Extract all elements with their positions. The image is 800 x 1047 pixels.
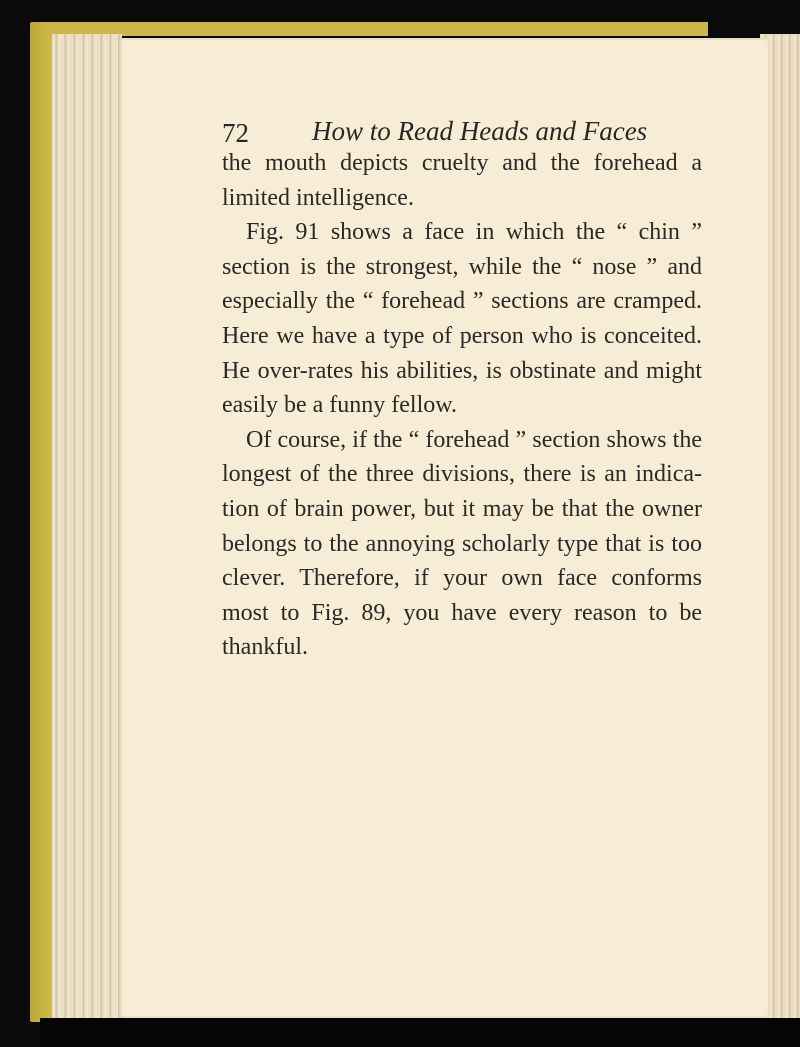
paragraph-line: longest of the three divisions, there is an indica-	[222, 461, 702, 488]
paragraph-line: easily be a funny fellow.	[222, 392, 458, 419]
paragraph-line-text: Of course, if the “ forehead ” section shows the	[246, 426, 702, 453]
paragraph-line: limited intelligence.	[222, 184, 414, 211]
bottom-shadow	[40, 1018, 800, 1047]
running-title: How to Read Heads and Faces	[312, 116, 648, 146]
paragraph-line: He over-rates his abilities, is obstinate and might	[222, 357, 702, 384]
paragraph-line-text: Fig. 91 shows a face in which the “ chin ”	[246, 219, 702, 246]
paragraph-line: clever. Therefore, if your own face conforms	[222, 565, 702, 592]
paragraph-line: especially the “ forehead ” sections are cramped.	[222, 288, 702, 315]
paragraph-line: the mouth depicts cruelty and the forehead a	[222, 150, 702, 176]
paragraph-line	[222, 423, 702, 458]
page-stack-left	[52, 34, 122, 1019]
paragraph-line: thankful.	[222, 634, 308, 661]
page-number: 72	[222, 118, 249, 148]
book-cover-top-edge	[48, 22, 708, 36]
paragraph-line: section is the strongest, while the “ nose ” and	[222, 253, 702, 280]
paragraph-line: belongs to the annoying scholarly type that is too	[222, 530, 702, 557]
paragraph-line	[222, 215, 702, 250]
paragraph-line: Here we have a type of person who is conceited.	[222, 322, 702, 349]
paragraph-line: tion of brain power, but it may be that the owner	[222, 495, 702, 522]
body-text	[222, 146, 702, 665]
paragraph-line: most to Fig. 89, you have every reason to be	[222, 599, 702, 626]
